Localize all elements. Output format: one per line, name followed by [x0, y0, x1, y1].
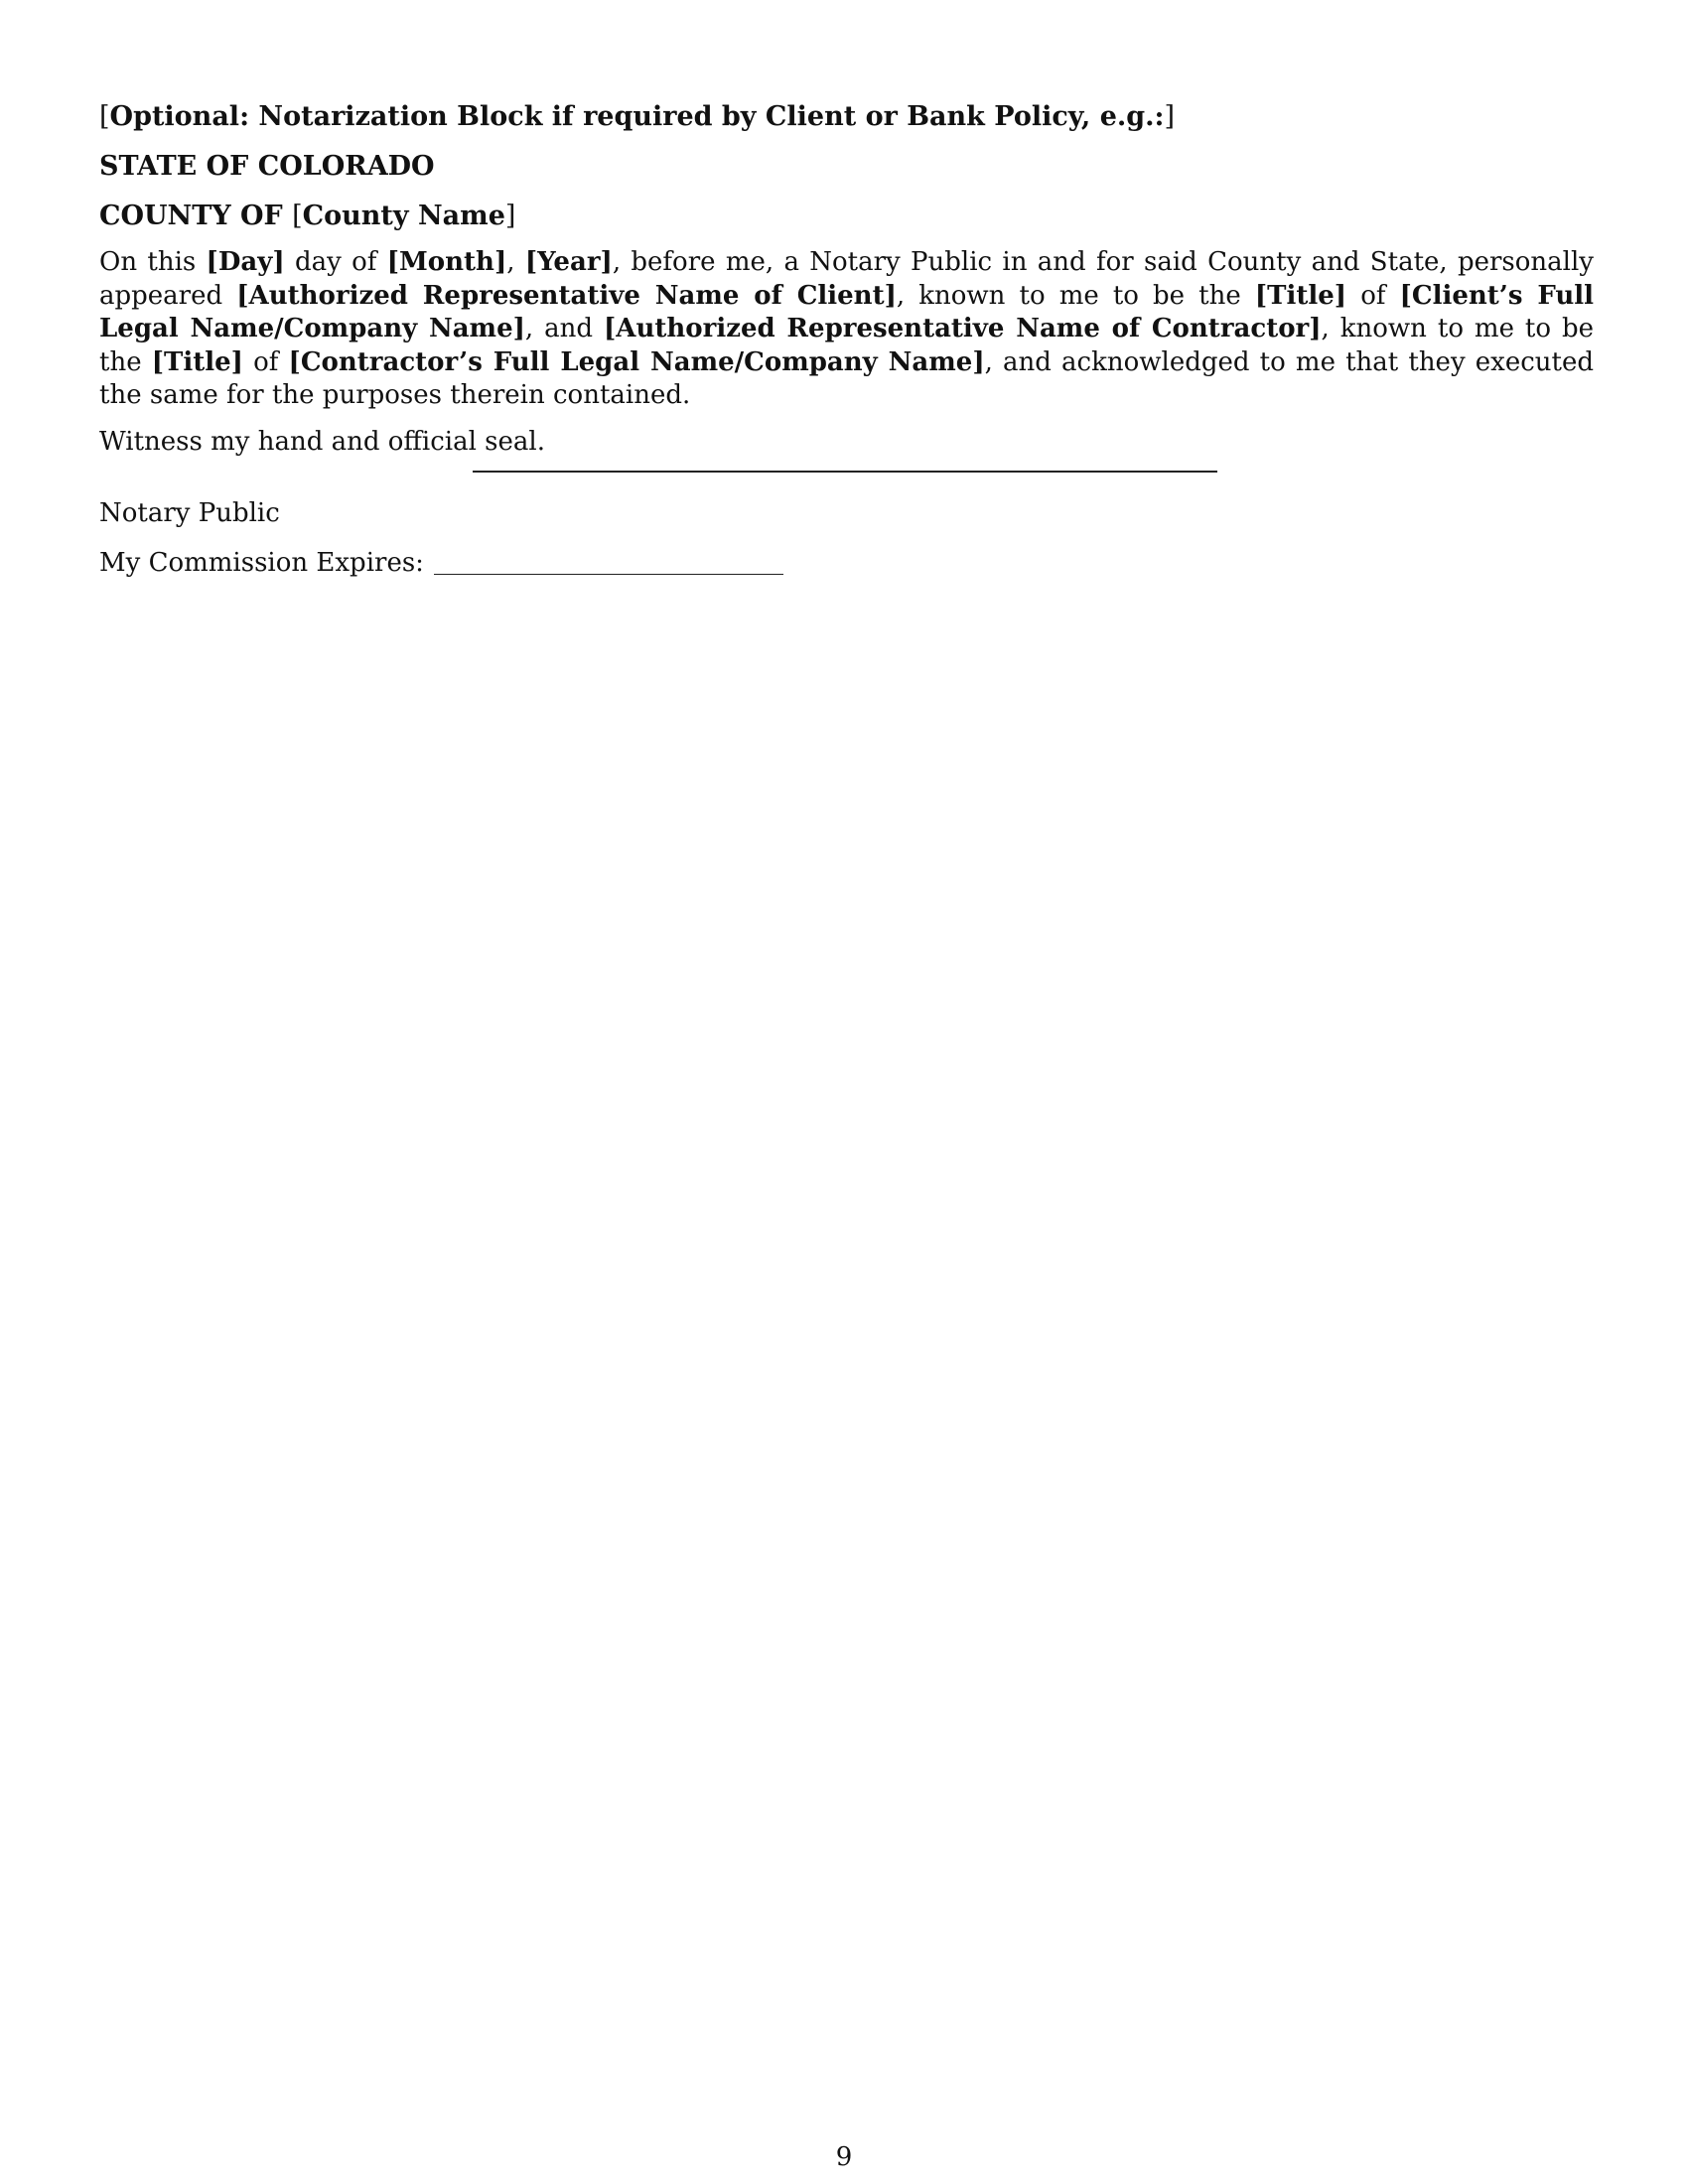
- day-placeholder: [Day]: [206, 247, 285, 277]
- optional-note-heading: [99, 97, 1594, 137]
- year-placeholder: [Year]: [524, 247, 613, 277]
- bracket-close: ]: [1164, 101, 1176, 132]
- commission-expires-label: My Commission Expires:: [99, 548, 424, 578]
- ack-text: , and: [524, 314, 604, 343]
- county-heading: [99, 197, 1594, 236]
- month-placeholder: [Month]: [386, 247, 507, 277]
- client-title-placeholder: [Title]: [1254, 280, 1347, 311]
- county-label: COUNTY OF: [99, 201, 293, 231]
- contractor-name-placeholder: [Contractor’s Full Legal Name/Company Name]: [288, 346, 985, 377]
- ack-text: , before me, a Notary Public in and for said County and State, personally appeared: [99, 247, 1594, 311]
- ack-text: , known to me to be the: [896, 280, 1255, 311]
- optional-note-text: Optional: Notarization Block if required by Client or Bank Policy, e.g.:: [109, 101, 1165, 132]
- contractor-title-placeholder: [Title]: [151, 346, 243, 377]
- ack-text: On this: [99, 247, 207, 277]
- county-bracket-open: [: [292, 201, 303, 231]
- notary-signature-line: [473, 471, 1217, 473]
- county-value: County Name: [302, 201, 505, 231]
- contractor-rep-placeholder: [Authorized Representative Name of Contractor]: [603, 314, 1322, 343]
- ack-text: , known to me to be the: [99, 314, 1594, 377]
- county-bracket-close: ]: [504, 201, 516, 231]
- page-number: 9: [835, 2142, 853, 2172]
- notarization-block: [99, 97, 1594, 459]
- commission-date-blank: [434, 574, 783, 575]
- client-rep-placeholder: [Authorized Representative Name of Client]: [236, 280, 897, 311]
- ack-text: of: [1346, 280, 1400, 311]
- ack-text: ,: [506, 247, 525, 277]
- commission-expires-row: [99, 546, 783, 580]
- ack-text: of: [242, 346, 289, 377]
- client-name-placeholder: [Client’s Full Legal Name/Company Name]: [99, 280, 1595, 343]
- acknowledgment-paragraph: [99, 246, 1594, 413]
- ack-text: , and acknowledged to me that they executed the same for the purposes therein contained.: [99, 346, 1594, 410]
- witness-line: Witness my hand and official seal.: [99, 426, 545, 457]
- notary-public-label: Notary Public: [99, 498, 280, 528]
- bracket-open: [: [99, 101, 110, 132]
- state-heading: STATE OF COLORADO: [99, 151, 435, 182]
- ack-text: day of: [284, 247, 387, 277]
